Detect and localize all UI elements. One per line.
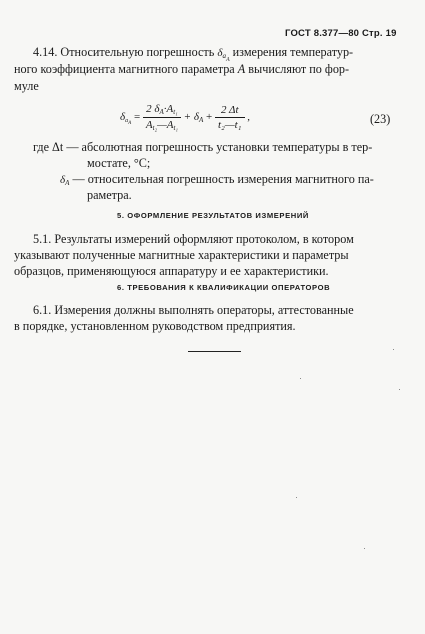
para-4-14-line2: ного коэффициента магнитного параметра A вычисляют по фор- xyxy=(14,62,350,76)
scan-speck xyxy=(393,349,394,350)
para-4-14-line3: муле xyxy=(14,79,39,93)
scan-speck xyxy=(364,548,365,549)
section-6-heading: 6. ТРЕБОВАНИЯ К КВАЛИФИКАЦИИ ОПЕРАТОРОВ xyxy=(117,283,331,292)
scan-speck xyxy=(300,378,301,379)
page-header: ГОСТ 8.377—80 Стр. 19 xyxy=(285,28,397,39)
formula-plus-delta: + $\delta_A$ xyxy=(183,111,204,125)
formula-lhs: $\delta_{a_A}$ xyxy=(120,111,132,127)
section-5-line1: 5.1. Результаты измерений оформляют протоколом, в котором xyxy=(33,232,354,246)
section-5-line2: указывают полученные магнитные характеристики и параметры xyxy=(14,248,349,262)
formula-number: (23) xyxy=(370,112,391,126)
scan-speck xyxy=(296,497,297,498)
where-line4: раметра. xyxy=(87,188,132,202)
para-4-14-line1: 4.14. Относительную погрешность $\delta_{aA}$ измерения температур- xyxy=(33,45,354,63)
section-6-line1: 6.1. Измерения должны выполнять операторы, аттестованные xyxy=(33,303,354,317)
formula-fraction-2: $\frac{2 \Delta t}{\text{t₂—t₁}}$ xyxy=(215,104,245,131)
scan-speck xyxy=(399,389,400,390)
formula-23: $\delta_{a_A}$ = $\frac{2 \delta_A\cdot A_{t_1}}{A_{t_2}—A_{t_1}}$ + $\delta_A$ + $\frac{2 \Delta t}{\text{t₂—t₁}}$ , xyxy=(120,103,251,132)
where-line2: мостате, °С; xyxy=(87,156,151,170)
section-6-line2: в порядке, установленном руководством предприятия. xyxy=(14,319,296,333)
where-line3: $\delta_A$ — относительная погрешность измерения магнитного па- xyxy=(60,172,374,187)
where-line1: где Δt — абсолютная погрешность установки температуры в тер- xyxy=(33,140,373,154)
formula-fraction-1: $\frac{2 \delta_A\cdot A_{t_1}}{A_{t_2}—A_{t_1}}$ xyxy=(143,103,181,132)
section-5-line3: образцов, применяющуюся аппаратуру и ее характеристики. xyxy=(14,264,329,278)
section-5-heading: 5. ОФОРМЛЕНИЕ РЕЗУЛЬТАТОВ ИЗМЕРЕНИЙ xyxy=(117,211,309,220)
end-rule xyxy=(188,351,241,352)
